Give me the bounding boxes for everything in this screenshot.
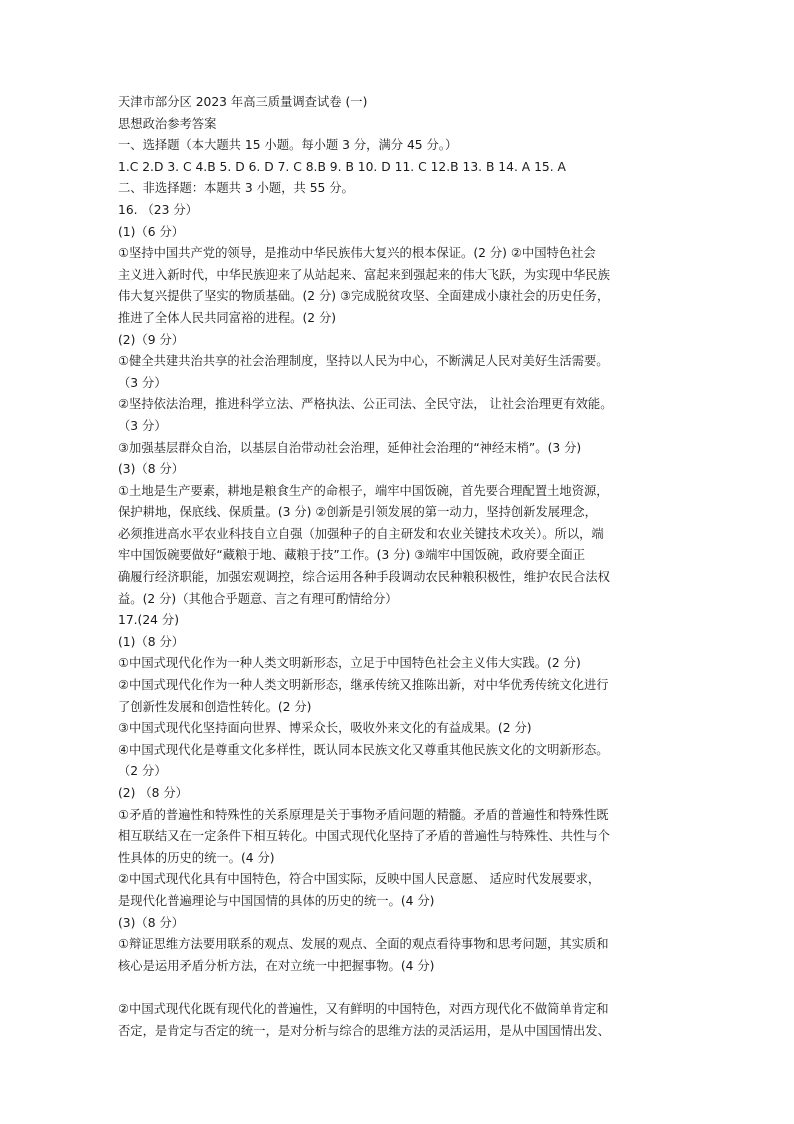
text-line: 牢中国饭碗要做好“藏粮于地、藏粮于技”工作。(3 分) ③端牢中国饭碗，政府要全面正: [118, 548, 586, 563]
text-line: ②坚持依法治理，推进科学立法、严格执法、公正司法、全民守法， 让社会治理更有效能。: [118, 397, 613, 412]
text-line: ②中国式现代化既有现代化的普遍性，又有鲜明的中国特色，对西方现代化不做简单肯定和: [118, 1001, 609, 1016]
text-line: ③中国式现代化坚持面向世界、博采众长，吸收外来文化的有益成果。(2 分): [118, 721, 532, 736]
text-line: 性具体的历史的统一。(4 分): [118, 850, 275, 865]
text-line: ②中国式现代化作为一种人类文明新形态，继承传统又推陈出新，对中华优秀传统文化进行: [118, 678, 609, 693]
text-line: 保护耕地，保底线、保质量。(3 分) ②创新是引领发展的第一动力，坚持创新发展理念，: [118, 505, 597, 520]
text-line: ①土地是生产要素，耕地是粮食生产的命根子，端牢中国饭碗，首先要合理配置土地资源，: [118, 483, 609, 498]
text-line: ①坚持中国共产党的领导，是推动中华民族伟大复兴的根本保证。(2 分) ②中国特色社会: [118, 246, 596, 261]
text-line: ①健全共建共治共享的社会治理制度，坚持以人民为中心，不断满足人民对美好生活需要。: [118, 354, 609, 369]
text-line: （2 分）: [118, 764, 167, 779]
text-line: (1)（8 分）: [118, 634, 185, 649]
answer-document: [118, 92, 680, 1042]
text-line: ③加强基层群众自治，以基层自治带动社会治理，延伸社会治理的“神经末梢”。(3 分): [118, 440, 582, 455]
blank-line: [118, 977, 680, 999]
text-line: 二、非选择题：本题共 3 小题，共 55 分。: [118, 181, 354, 196]
text-line: （3 分）: [118, 418, 167, 433]
text-line: (3)（8 分）: [118, 915, 185, 930]
text-line: 否定，是肯定与否定的统一，是对分析与综合的思维方法的灵活运用，是从中国国情出发、: [118, 1023, 610, 1038]
text-line: 主义进入新时代，中华民族迎来了从站起来、富起来到强起来的伟大飞跃，为实现中华民族: [118, 267, 610, 282]
text-line: 17.(24 分): [118, 613, 180, 628]
text-line: ④中国式现代化是尊重文化多样性，既认同本民族文化又尊重其他民族文化的文明新形态。: [118, 742, 609, 757]
text-line: 伟大复兴提供了坚实的物质基础。(2 分) ③完成脱贫攻坚、全面建成小康社会的历史任务，: [118, 289, 610, 304]
text-line: ②中国式现代化具有中国特色，符合中国实际，反映中国人民意愿、 适应时代发展要求，: [118, 872, 601, 887]
text-line: 是现代化普遍理论与中国国情的具体的历史的统一。(4 分): [118, 893, 435, 908]
text-line: 一、选择题（本大题共 15 小题。每小题 3 分，满分 45 分。）: [118, 138, 458, 153]
text-line: 1.C 2.D 3. C 4.B 5. D 6. D 7. C 8.B 9. B 10. D 11. C 12.B 13. B 14. A 15. A: [118, 159, 566, 174]
text-line: ①矛盾的普遍性和特殊性的关系原理是关于事物矛盾问题的精髓。矛盾的普遍性和特殊性既: [118, 807, 609, 822]
text-line: 16. （23 分）: [118, 202, 198, 217]
text-line: (1)（6 分）: [118, 224, 185, 239]
text-line: 思想政治参考答案: [118, 116, 217, 131]
text-line: 必须推进高水平农业科技自立自强（加强种子的自主研发和农业关键技术攻关）。所以，端: [118, 526, 604, 541]
text-line: ①中国式现代化作为一种人类文明新形态，立足于中国特色社会主义伟大实践。(2 分): [118, 656, 581, 671]
text-line: 天津市部分区 2023 年高三质量调查试卷 (一): [118, 95, 368, 109]
text-line: 确履行经济职能，加强宏观调控，综合运用各种手段调动农民种粮积极性，维护农民合法权: [118, 570, 610, 585]
text-line: ①辩证思维方法要用联系的观点、发展的观点、全面的观点看待事物和思考问题，其实质和: [118, 937, 609, 952]
text-line: 了创新性发展和创造性转化。(2 分): [118, 699, 312, 714]
text-line: 相互联结又在一定条件下相互转化。中国式现代化坚持了矛盾的普遍性与特殊性、共性与个: [118, 829, 610, 844]
text-line: 核心是运用矛盾分析方法，在对立统一中把握事物。(4 分): [118, 958, 435, 973]
text-line: (2) （8 分）: [118, 786, 188, 800]
text-line: (2)（9 分）: [118, 332, 185, 347]
text-line: (3)（8 分）: [118, 462, 185, 477]
text-line: 推进了全体人民共同富裕的进程。(2 分): [118, 310, 337, 325]
text-line: 益。(2 分)（其他合乎题意、言之有理可酌情给分）: [118, 591, 398, 606]
text-line: （3 分）: [118, 375, 167, 390]
